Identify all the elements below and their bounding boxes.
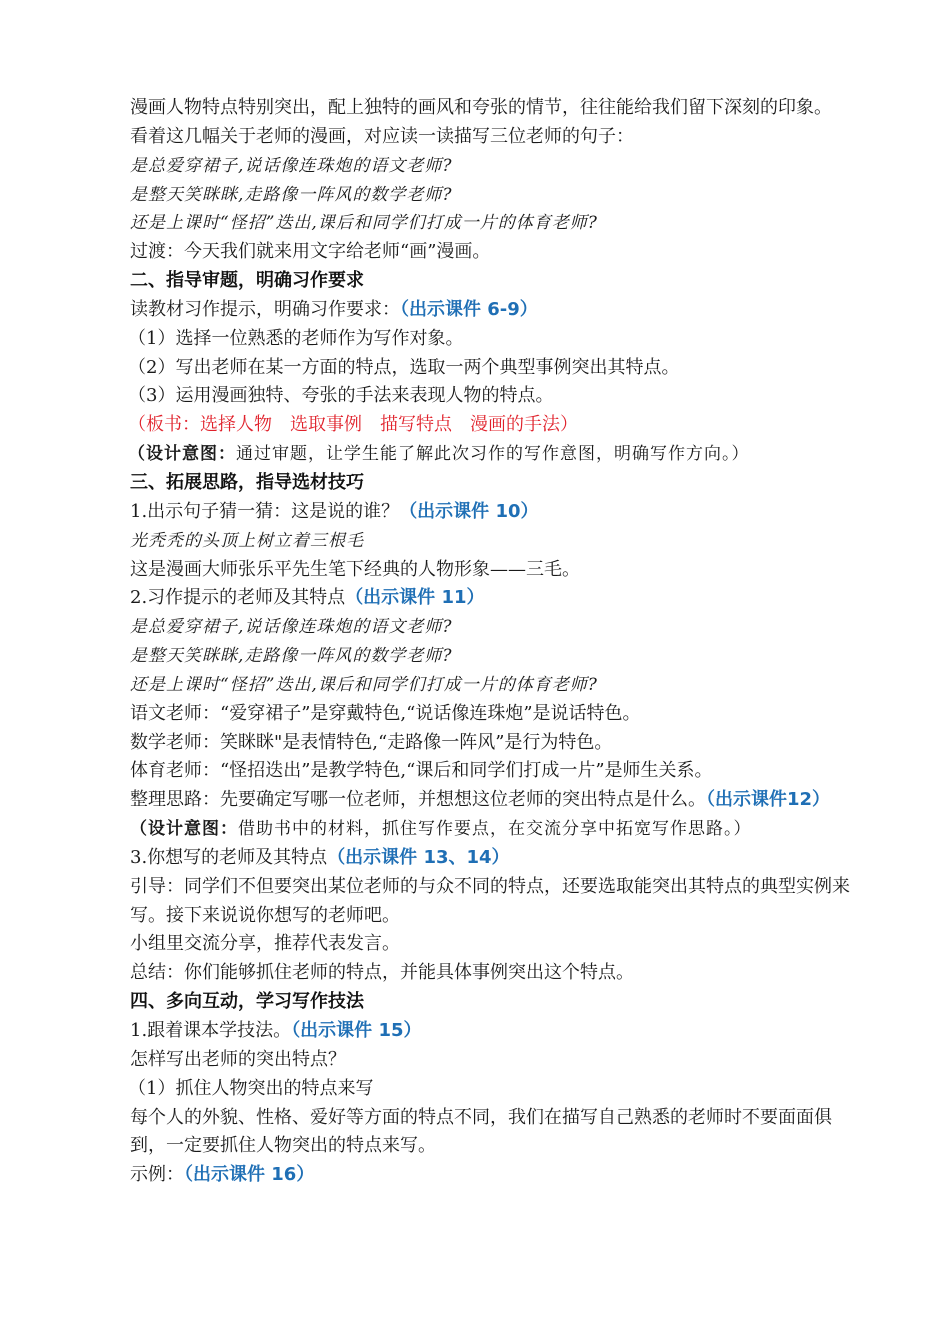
- list-item: （2）写出老师在某一方面的特点，选取一两个典型事例突出其特点。: [128, 356, 680, 378]
- paragraph: 语文老师：“爱穿裙子”是穿戴特色,“说话像连珠炮”是说话特色。: [130, 702, 641, 724]
- section-heading: 二、指导审题，明确习作要求: [130, 270, 364, 292]
- slide-ref: （出示课件 11）: [345, 587, 485, 609]
- quote-line: 还是上课时“怪招”迭出,课后和同学们打成一片的体育老师?: [130, 674, 598, 695]
- blackboard-note: （板书：选择人物 选取事例 描写特点 漫画的手法）: [128, 414, 578, 436]
- paragraph: 这是漫画大师张乐平先生笔下经典的人物形象——三毛。: [130, 558, 580, 580]
- slide-ref: （出示课件 13、14）: [327, 846, 510, 868]
- list-item: （1）抓住人物突出的特点来写: [128, 1077, 374, 1099]
- slide-ref: （出示课件 10）: [399, 500, 539, 522]
- paragraph: 过渡：今天我们就来用文字给老师“画”漫画。: [130, 241, 491, 263]
- quote-line: 是整天笑眯眯,走路像一阵风的数学老师?: [130, 184, 453, 205]
- document-body: [92, 94, 864, 1190]
- paragraph: 数学老师：笑眯眯"是表情特色,“走路像一阵风”是行为特色。: [130, 731, 613, 753]
- paragraph: 看着这几幅关于老师的漫画，对应读一读描写三位老师的句子：: [130, 125, 634, 147]
- slide-ref: （出示课件12）: [706, 789, 831, 811]
- slide-ref: （出示课件 6-9）: [400, 298, 538, 320]
- paragraph: 每个人的外貌、性格、爱好等方面的特点不同，我们在描写自己熟悉的老师时不要面面俱到，一定要抓住人物突出的特点来写。: [130, 1106, 832, 1157]
- paragraph: 整理思路：先要确定写哪一位老师，并想想这位老师的突出特点是什么。（出示课件12）: [130, 789, 831, 811]
- list-item: （3）运用漫画独特、夸张的手法来表现人物的特点。: [128, 385, 554, 407]
- paragraph: 读教材习作提示，明确习作要求：（出示课件 6-9）: [130, 298, 538, 320]
- design-intent: （设计意图：通过审题，让学生能了解此次习作的写作意图，明确写作方向。）: [128, 444, 750, 465]
- list-item: （1）选择一位熟悉的老师作为写作对象。: [128, 327, 464, 349]
- quote-line: 是总爱穿裙子,说话像连珠炮的语文老师?: [130, 617, 453, 638]
- paragraph: 3.你想写的老师及其特点（出示课件 13、14）: [130, 846, 510, 868]
- paragraph: 漫画人物特点特别突出，配上独特的画风和夸张的情节，往往能给我们留下深刻的印象。: [130, 97, 832, 118]
- slide-ref: （出示课件 16）: [184, 1164, 315, 1186]
- paragraph: 2.习作提示的老师及其特点（出示课件 11）: [130, 587, 485, 609]
- design-intent: （设计意图：借助书中的材料，抓住写作要点，在交流分享中拓宽写作思路。）: [130, 819, 752, 840]
- paragraph: 总结：你们能够抓住老师的特点，并能具体事例突出这个特点。: [130, 962, 634, 984]
- paragraph: 示例：（出示课件 16）: [130, 1164, 315, 1186]
- quote-line: 还是上课时“怪招”迭出,课后和同学们打成一片的体育老师?: [130, 213, 598, 234]
- paragraph: 1.出示句子猜一猜：这是说的谁？（出示课件 10）: [130, 500, 539, 522]
- quote-line: 光秃秃的头顶上树立着三根毛: [130, 530, 364, 551]
- section-heading: 三、拓展思路，指导选材技巧: [130, 471, 364, 493]
- slide-ref: （出示课件 15）: [291, 1020, 422, 1041]
- paragraph: 怎样写出老师的突出特点？: [130, 1048, 346, 1070]
- paragraph: 引导：同学们不但要突出某位老师的与众不同的特点，还要选取能突出其特点的典型实例来写。接下来说说你想写的老师吧。: [130, 875, 850, 926]
- paragraph: 小组里交流分享，推荐代表发言。: [130, 933, 400, 955]
- quote-line: 是总爱穿裙子,说话像连珠炮的语文老师?: [130, 155, 453, 176]
- paragraph: 体育老师：“怪招迭出”是教学特色,“课后和同学们打成一片”是师生关系。: [130, 760, 713, 782]
- paragraph: 1.跟着课本学技法。（出示课件 15）: [130, 1020, 422, 1041]
- section-heading: 四、多向互动，学习写作技法: [130, 991, 364, 1013]
- quote-line: 是整天笑眯眯,走路像一阵风的数学老师?: [130, 646, 453, 667]
